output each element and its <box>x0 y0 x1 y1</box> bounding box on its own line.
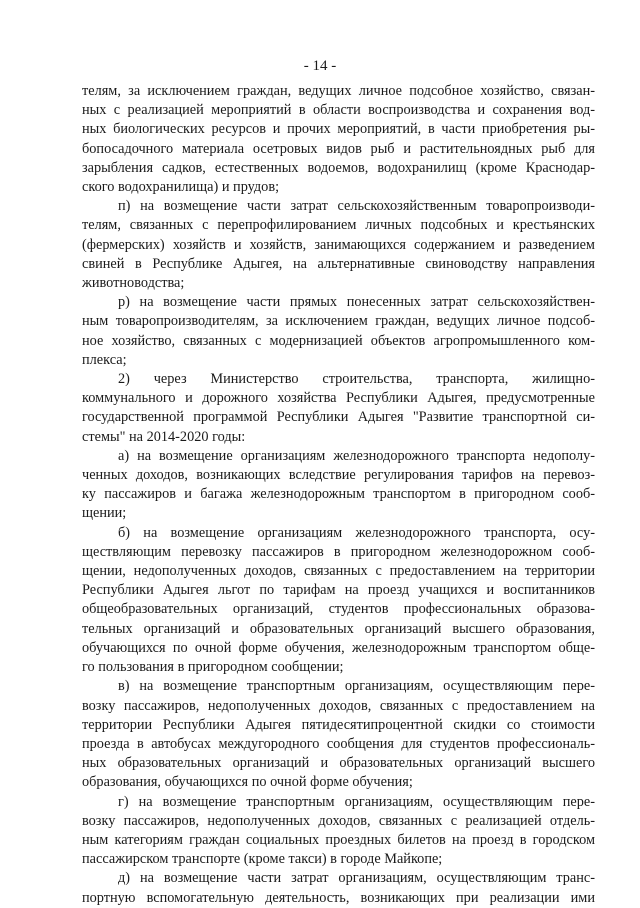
text-line: ского водохранилища) и прудов; <box>82 179 280 196</box>
text-line: обучающихся по очной форме обучения, железнодорожным транспортом обще- <box>82 639 595 656</box>
text-line: ществляющим перевозку пассажиров в пригородном железнодорожном сооб- <box>82 543 595 560</box>
page-number: - 14 - <box>303 58 337 74</box>
paragraph <box>82 869 595 907</box>
text-line: телям, за исключением граждан, ведущих личное подсобное хозяйство, связан- <box>82 83 595 99</box>
text-line: возку пассажиров, недополученных доходов, связанных с предоставлением на <box>82 697 595 714</box>
paragraph <box>82 197 595 293</box>
text-line: территории Республики Адыгея пятидесятипроцентной скидки со стоимости <box>82 716 595 733</box>
text-line: бопосадочного материала осетровых видов рыб и растительноядных рыб для <box>82 140 595 157</box>
text-line: ку пассажиров и багажа железнодорожным транспортом в пригородном сооб- <box>82 486 595 503</box>
text-line: свиней в Республике Адыгея, на альтернативные свиноводству направления <box>82 255 595 272</box>
text-line: ченных доходов, возникающих вследствие регулирования тарифов на перевоз- <box>82 467 595 484</box>
paragraph <box>82 793 595 870</box>
text-line: а) на возмещение организациям железнодорожного транспорта недополу- <box>118 447 595 464</box>
paragraph <box>82 293 595 370</box>
text-line: щении; <box>82 505 127 522</box>
text-line: д) на возмещение части затрат организациям, осуществляющим транс- <box>118 870 595 887</box>
text-line: в) на возмещение транспортным организациям, осуществляющим пере- <box>118 678 595 695</box>
text-line: образования, обучающихся по очной форме обучения; <box>82 774 413 791</box>
text-line: щении, недополученных доходов, связанных с предоставлением на территории <box>82 563 595 580</box>
text-line: р) на возмещение части прямых понесенных затрат сельскохозяйствен- <box>118 294 595 311</box>
text-line: возку пассажиров, недополученных доходов, связанных с реализацией отдель- <box>82 812 595 829</box>
text-line: портную вспомогательную деятельность, возникающих при реализации ими <box>82 889 595 906</box>
text-line: зарыбления садков, естественных водоемов, водохранилищ (кроме Краснодар- <box>82 159 595 176</box>
text-line: ных образовательных организаций и образовательных организаций высшего <box>82 755 595 772</box>
text-line: стемы" на 2014-2020 годы: <box>82 428 246 445</box>
text-line: плекса; <box>82 351 127 368</box>
paragraph <box>82 447 595 524</box>
text-line: ных биологических ресурсов и прочих мероприятий, в части приобретения ры- <box>82 121 595 138</box>
text-line: государственной программой Республики Адыгея "Развитие транспортной си- <box>82 409 595 426</box>
text-line: п) на возмещение части затрат сельскохозяйственным товаропроизводи- <box>118 198 595 215</box>
document-body <box>82 82 595 908</box>
text-line: (фермерских) хозяйств и хозяйств, занимающихся содержанием и разведением <box>82 236 595 253</box>
text-line: общеобразовательных организаций, студентов профессиональных образова- <box>82 601 595 618</box>
text-line: ных с реализацией мероприятий в области воспроизводства и сохранения вод- <box>82 102 595 119</box>
text-line: го пользования в пригородном сообщении; <box>82 659 344 676</box>
text-line: тельных организаций и образовательных организаций высшего образования, <box>82 620 595 637</box>
text-line: проезда в автобусах междугородного сообщения для студентов профессиональ- <box>82 735 595 752</box>
text-line: ным товаропроизводителям, за исключением граждан, ведущих личное подсоб- <box>82 313 595 330</box>
paragraph <box>82 370 595 447</box>
paragraph <box>82 524 595 678</box>
paragraph <box>82 82 595 197</box>
text-line: ным категориям граждан социальных проездных билетов на проезд в городском <box>82 831 595 848</box>
text-line: Республики Адыгея льгот по тарифам на проезд учащихся и воспитанников <box>82 582 595 599</box>
text-line: б) на возмещение организациям железнодорожного транспорта, осу- <box>118 524 595 541</box>
text-line: телям, связанных с перепрофилированием личных подсобных и крестьянских <box>82 217 595 234</box>
text-line: коммунального и дорожного хозяйства Республики Адыгея, предусмотренные <box>82 390 595 407</box>
text-line: г) на возмещение транспортным организациям, осуществляющим пере- <box>118 793 595 810</box>
text-line: пассажирском транспорте (кроме такси) в городе Майкопе; <box>82 851 443 868</box>
text-line: 2) через Министерство строительства, транспорта, жилищно- <box>118 371 595 388</box>
paragraph <box>82 677 595 792</box>
text-line: животноводства; <box>82 275 185 292</box>
text-line: ное хозяйство, связанных с модернизацией объектов агропромышленного ком- <box>82 332 595 349</box>
